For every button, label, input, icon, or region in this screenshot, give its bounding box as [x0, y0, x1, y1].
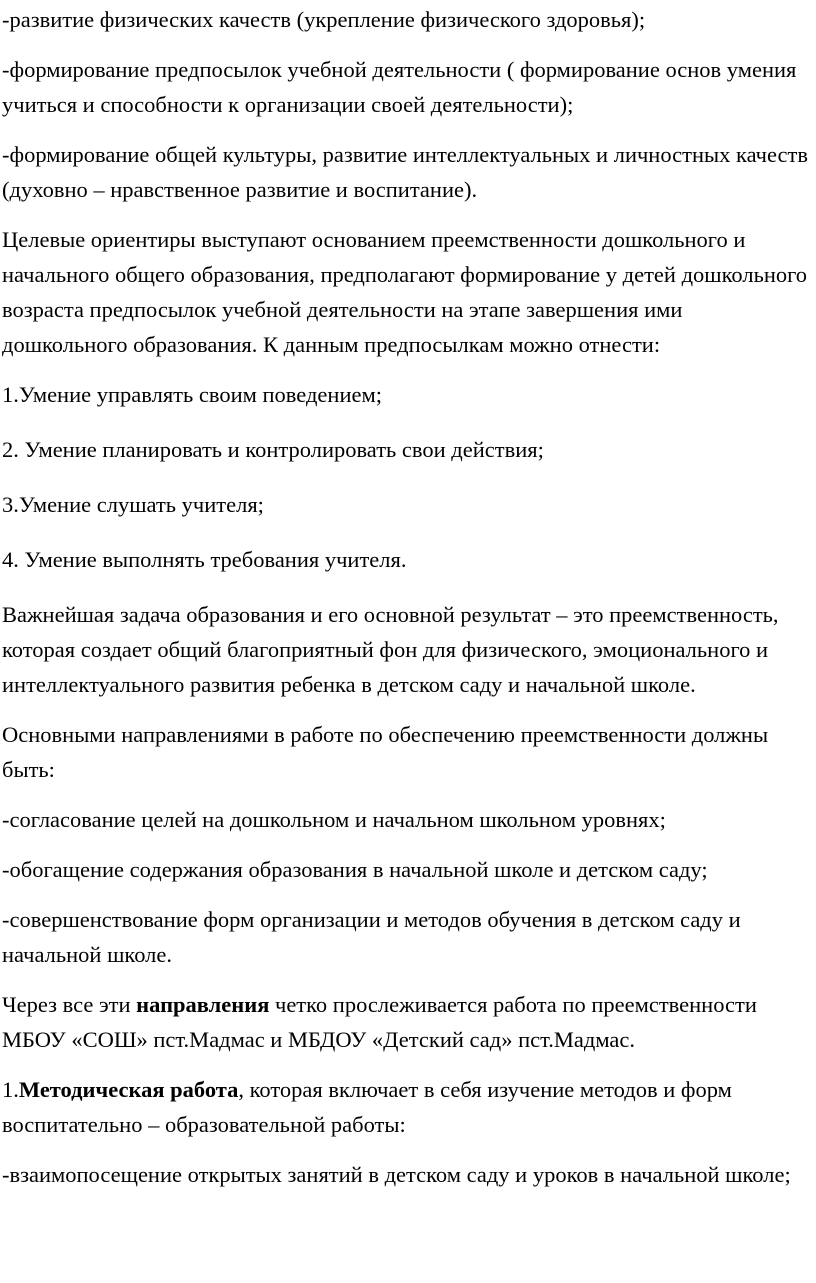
list-item-plan-and-control: 2. Умение планировать и контролировать свои действия;	[2, 437, 544, 462]
paragraph-target-guidelines: Целевые ориентиры выступают основанием преемственности дошкольного и начального общего образования, предполагают формирование у детей дошкольного возраста предпосылок учебной деятельности на этапе завершения ими дошкольного образования. К данным предпосылкам можно отнести:	[2, 227, 808, 357]
list-item-content-enrichment: -обогащение содержания образования в начальной школе и детском саду;	[2, 857, 708, 882]
list-item-methods-improvement: -совершенствование форм организации и методов обучения в детском саду и начальной школе.	[2, 907, 741, 967]
paragraph-main-task: Важнейшая задача образования и его основной результат – это преемственность, которая создает общий благоприятный фон для физического, эмоционального и интеллектуального развития ребенка в детском саду и начальной школе.	[2, 602, 779, 697]
paragraph-text-start: Через все эти	[2, 992, 137, 1017]
paragraph-main-directions: Основными направлениями в работе по обеспечению преемственности должны быть:	[2, 722, 769, 782]
paragraph-methodical-work	[2, 1072, 810, 1142]
paragraph-text-end: четко прослеживается работа по преемственности МБОУ «СОШ» пст.Мадмас и МБДОУ «Детский сад» пст.Мадмас.	[2, 992, 757, 1052]
paragraph-text-end: , которая включает в себя изучение методов и форм воспитательно – образовательной работы:	[2, 1077, 732, 1137]
bold-term-directions: направления	[136, 992, 270, 1017]
list-item-behavior-control: 1.Умение управлять своим поведением;	[2, 382, 382, 407]
list-item-teacher-requirements: 4. Умение выполнять требования учителя.	[2, 547, 407, 572]
paragraph-through-directions	[2, 987, 810, 1057]
paragraph-general-culture: -формирование общей культуры, развитие интеллектуальных и личностных качеств (духовно – нравственное развитие и воспитание).	[2, 142, 808, 202]
list-item-mutual-visits: -взаимопосещение открытых занятий в детском саду и уроков в начальной школе;	[2, 1162, 791, 1187]
list-item-listen-teacher: 3.Умение слушать учителя;	[2, 492, 264, 517]
paragraph-learning-prerequisites: -формирование предпосылок учебной деятельности ( формирование основ умения учиться и способности к организации своей деятельности);	[2, 57, 797, 117]
list-item-goals-alignment: -согласование целей на дошкольном и начальном школьном уровнях;	[2, 807, 666, 832]
paragraph-physical-qualities: -развитие физических качеств (укрепление физического здоровья);	[2, 7, 646, 32]
item-number: 1.	[2, 1077, 19, 1102]
bold-term-methodical-work: Методическая работа	[18, 1077, 239, 1102]
